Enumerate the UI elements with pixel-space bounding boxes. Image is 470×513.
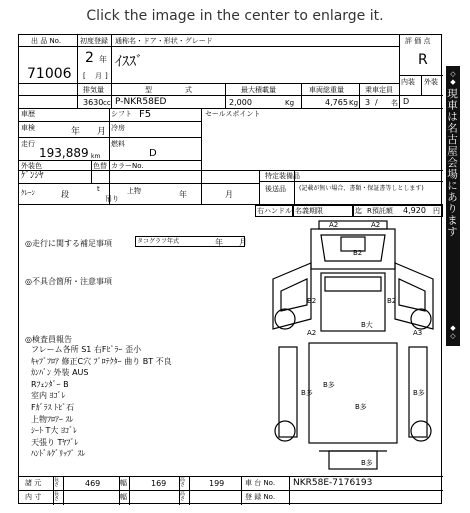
reg-month-unit: 月 [95, 72, 102, 80]
capacity-value: 3 [365, 98, 371, 107]
first-reg-label: 初度登録 [80, 37, 108, 45]
height-label: 高さ [180, 477, 186, 488]
auction-sheet[interactable] [18, 34, 442, 504]
shift-label: シフト [111, 110, 132, 118]
capacity-label: 乗車定員 [365, 86, 393, 94]
damage-mark: A2 [307, 329, 317, 337]
gross-label: 車両総重量 [309, 86, 344, 94]
mileage-value: 193,889 [39, 146, 89, 160]
capacity-unit: 名 [391, 99, 398, 107]
special-equipment-label: 特定装備品 [265, 172, 300, 180]
report-line: Fｶﾞﾗｽ ﾄﾋﾞ石 [31, 402, 75, 412]
damage-mark: B2 [307, 297, 317, 305]
fuel-label: 燃料 [111, 140, 125, 148]
upload-year: 年 [179, 190, 187, 199]
history-label: 車歴 [21, 110, 35, 118]
gross-unit: Kg [349, 99, 359, 107]
upload-month: 月 [225, 190, 233, 199]
height-label: 高さ [180, 491, 186, 502]
report-line: 天張り Tﾔﾌﾞﾚ [31, 437, 79, 447]
salespoint-label: セールスポイント [205, 110, 261, 118]
damage-mark: B多 [413, 389, 425, 397]
color-number-label: カラーNo. [111, 162, 144, 170]
mileage-label: 走行 [21, 140, 35, 148]
inner-size-row-label: 内 寸 [25, 493, 42, 501]
fuel-value: D [149, 148, 157, 159]
capacity-sep: / [375, 98, 378, 107]
tachograph-label: タコグラフ年式 [137, 238, 180, 245]
report-line: 室内 ﾖｺﾞﾚ [31, 391, 66, 401]
report-line: Rﾌｪﾝﾀﾞｰ B [31, 379, 69, 389]
right-handle-label: 右ハンドル [257, 207, 292, 215]
report-line: 上物ﾌﾛｱｰ ｽﾚ [31, 414, 74, 424]
maker-name: ｲｽｽﾞ [115, 54, 143, 70]
damage-mark: B多 [355, 403, 367, 411]
inspection-label: 車検 [21, 124, 35, 132]
color-change-label: 色替 [93, 162, 107, 170]
diamond-icon: ◆ [450, 324, 456, 332]
shift-value: F5 [139, 109, 152, 120]
damage-mark: A3 [413, 329, 423, 337]
registration-label: 登 録 No. [245, 493, 276, 501]
report-line: ｷｬﾌﾞﾌﾛｱ 修正C穴 ﾌﾟﾛﾃｸﾀｰ 曲り BT 不良 [31, 356, 172, 366]
tachograph-month: 月 [239, 238, 247, 247]
report-line: ｼｰﾄ T大 ﾖｺﾞﾚ [31, 426, 77, 436]
interior-label: 内装 [401, 78, 415, 86]
model-label: 型 [145, 86, 152, 94]
name-period-label: 名義期限 [295, 207, 323, 215]
damage-mark: A2 [329, 221, 339, 229]
crane-hook-value: t [97, 185, 100, 193]
model-code: P-NKR58ED [115, 97, 167, 107]
maxload-label: 最大積載量 [241, 86, 276, 94]
page-caption: Click the image in the center to enlarge it. [86, 8, 384, 24]
reg-year-unit: 年 [99, 55, 107, 64]
maxload-unit: Kg [285, 99, 295, 107]
diamond-outline-icon: ◇ [450, 332, 456, 340]
displacement-value: 3630 [83, 98, 104, 107]
width-label: 幅 [120, 479, 127, 487]
displacement-label: 排気量 [83, 86, 104, 94]
damage-mark: A2 [371, 221, 381, 229]
report-line: ｶﾝﾊﾞﾝ 外装 AUS [31, 368, 89, 378]
report-line: ﾊﾝﾄﾞﾙｸﾞﾘｯﾌﾟ ｽﾚ [31, 449, 86, 459]
r-deposit-unit: 円 [433, 207, 440, 215]
lot-label: 出 品 No. [31, 37, 62, 45]
r-deposit-value: 4,920 [403, 206, 426, 215]
name-period-unit: 迄 [355, 207, 362, 215]
ac-label: 冷房 [111, 124, 125, 132]
delivery-label: 後送品 [265, 185, 286, 193]
defect-label: ◎不具合箇所・注意事項 [25, 277, 112, 286]
chassis-number: NKR58E-7176193 [293, 478, 373, 488]
grade-label: 評 価 点 [405, 37, 431, 45]
maxload-value: 2,000 [229, 98, 252, 107]
reg-month-close: ] [105, 72, 108, 80]
exterior-label: 外装 [424, 78, 438, 86]
location-sidebar [446, 66, 460, 346]
mileage-unit: km [91, 153, 101, 160]
truck-damage-diagram [263, 219, 443, 475]
diamond-icon: ◆ [450, 78, 456, 86]
length-value: 469 [85, 479, 101, 488]
model-label-2: 式 [185, 86, 192, 94]
damage-mark: B多 [361, 459, 373, 467]
crane-stage: 段 [61, 190, 69, 199]
width-value: 169 [151, 479, 167, 488]
cc-unit: cc [103, 99, 111, 107]
length-label: 長さ [54, 491, 60, 502]
crane-label: ｸﾚｰﾝ [21, 189, 35, 197]
damage-mark: B2 [353, 249, 363, 257]
reg-month-open: [ [83, 72, 86, 80]
gross-value: 4,765 [325, 98, 348, 107]
inspector-report [31, 345, 172, 461]
mileage-note-label: ◎走行に関する補足事項 [25, 239, 112, 248]
reg-year: 2 [85, 50, 94, 66]
specs-row-label: 諸 元 [25, 479, 42, 487]
interior-value: D [403, 97, 410, 106]
width-label: 幅 [120, 493, 127, 501]
maker-label: 通称名・ドア・形状・グレード [115, 37, 213, 45]
report-line: フレーム各所 S1 右Fﾋﾟﾗｰ 歪小 [31, 345, 142, 354]
inspector-report-label: ◎検査員報告 [25, 335, 72, 344]
crane-hook-label: 吊り [105, 195, 119, 203]
damage-mark: B2 [387, 297, 397, 305]
damage-mark: B大 [361, 321, 373, 329]
color-label: 外装色 [21, 162, 42, 170]
height-value: 199 [209, 479, 225, 488]
tachograph-year: 年 [215, 238, 223, 247]
damage-mark: B多 [323, 381, 335, 389]
chassis-label: 車 台 No. [245, 479, 276, 487]
r-deposit-label: R預託額 [367, 207, 393, 215]
diamond-outline-icon: ◇ [450, 70, 456, 78]
damage-mark: B多 [301, 389, 313, 397]
lot-number: 71006 [27, 66, 72, 82]
score-value: R [418, 52, 428, 68]
color-value: ｹﾞﾝｼﾔ [21, 171, 44, 181]
length-label: 長さ [54, 477, 60, 488]
location-text: 現車は名古屋会場にあります [446, 88, 458, 238]
inspection-month: 月 [97, 127, 107, 137]
upload-label: 上物 [127, 187, 141, 195]
delivery-note: (記載が無い場合、書類・保証書等しとします) [299, 185, 424, 192]
inspection-year: 年 [71, 127, 81, 137]
